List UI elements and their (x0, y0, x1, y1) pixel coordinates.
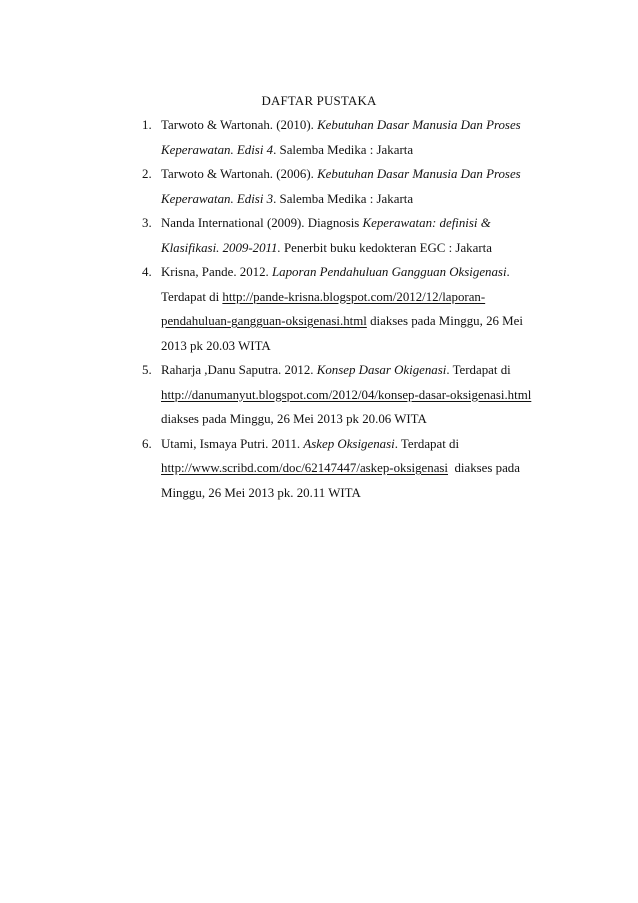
reference-title: Konsep Dasar Okigenasi (316, 363, 447, 377)
reference-publisher: . Salemba Medika : Jakarta (273, 191, 414, 206)
reference-title: Keperawatan. Edisi 4 (161, 142, 274, 157)
reference-line (161, 432, 537, 457)
reference-title: Keperawatan: definisi & (362, 216, 491, 230)
reference-title: Kebutuhan Dasar Manusia Dan Proses (317, 118, 521, 132)
reference-number: 2. (142, 167, 152, 181)
reference-source-label: Terdapat di (161, 289, 223, 304)
reference-line (161, 456, 537, 481)
reference-item (142, 432, 537, 506)
reference-authors: Utami, Ismaya Putri. 2011. (161, 436, 304, 451)
reference-line (161, 358, 537, 383)
reference-access-date: diakses pada (448, 461, 520, 475)
reference-line (161, 260, 537, 285)
reference-title: Klasifikasi. 2009-2011. (161, 240, 281, 255)
reference-title: Askep Oksigenasi (303, 436, 395, 451)
reference-number: 3. (142, 216, 152, 230)
reference-url-link[interactable]: pendahuluan-gangguan-oksigenasi.html (161, 314, 367, 328)
reference-authors: Raharja ,Danu Saputra. 2012. (161, 363, 317, 377)
reference-list (142, 113, 537, 505)
reference-authors: Tarwoto & Wartonah. (2010). (161, 118, 318, 132)
reference-authors: Nanda International (2009). Diagnosis (161, 216, 363, 230)
reference-authors: Krisna, Pande. 2012. (161, 265, 272, 279)
reference-line (161, 383, 537, 408)
reference-line: diakses pada Minggu, 26 Mei 2013 pk 20.06 WITA (161, 412, 427, 426)
reference-url-link[interactable]: http://danumanyut.blogspot.com/2012/04/konsep-dasar-oksigenasi.html (161, 387, 532, 402)
reference-title: Keperawatan. Edisi 3 (161, 191, 274, 206)
reference-item (142, 162, 537, 211)
reference-source-label: . Terdapat di (394, 436, 460, 451)
reference-line: Minggu, 26 Mei 2013 pk. 20.11 WITA (161, 485, 361, 500)
reference-number: 1. (142, 118, 152, 132)
reference-publisher: Penerbit buku kedokteran EGC : Jakarta (280, 240, 492, 255)
reference-line (161, 236, 537, 261)
reference-punctuation: . (506, 265, 510, 279)
reference-number: 6. (142, 436, 152, 451)
reference-source-label: . Terdapat di (446, 363, 511, 377)
reference-authors: Tarwoto & Wartonah. (2006). (161, 167, 318, 181)
page-title: DAFTAR PUSTAKA (261, 94, 377, 108)
reference-line (161, 285, 537, 310)
reference-line: 2013 pk 20.03 WITA (161, 338, 271, 353)
reference-url-link[interactable]: http://pande-krisna.blogspot.com/2012/12/laporan- (222, 289, 486, 304)
reference-line (161, 138, 537, 163)
reference-access-date: diakses pada Minggu, 26 Mei (366, 314, 523, 328)
reference-title: Kebutuhan Dasar Manusia Dan Proses (317, 167, 521, 181)
reference-line (161, 309, 537, 334)
reference-line (161, 162, 537, 187)
reference-publisher: . Salemba Medika : Jakarta (273, 142, 414, 157)
reference-number: 5. (142, 363, 152, 377)
reference-item (142, 358, 537, 432)
reference-url-link[interactable]: http://www.scribd.com/doc/62147447/askep-oksigenasi (161, 461, 449, 475)
reference-item (142, 113, 537, 162)
reference-line (161, 113, 537, 138)
reference-line (161, 187, 537, 212)
reference-item (142, 260, 537, 358)
reference-number: 4. (142, 265, 152, 279)
reference-item (142, 211, 537, 260)
reference-line (161, 211, 537, 236)
reference-title: Laporan Pendahuluan Gangguan Oksigenasi (272, 265, 507, 279)
